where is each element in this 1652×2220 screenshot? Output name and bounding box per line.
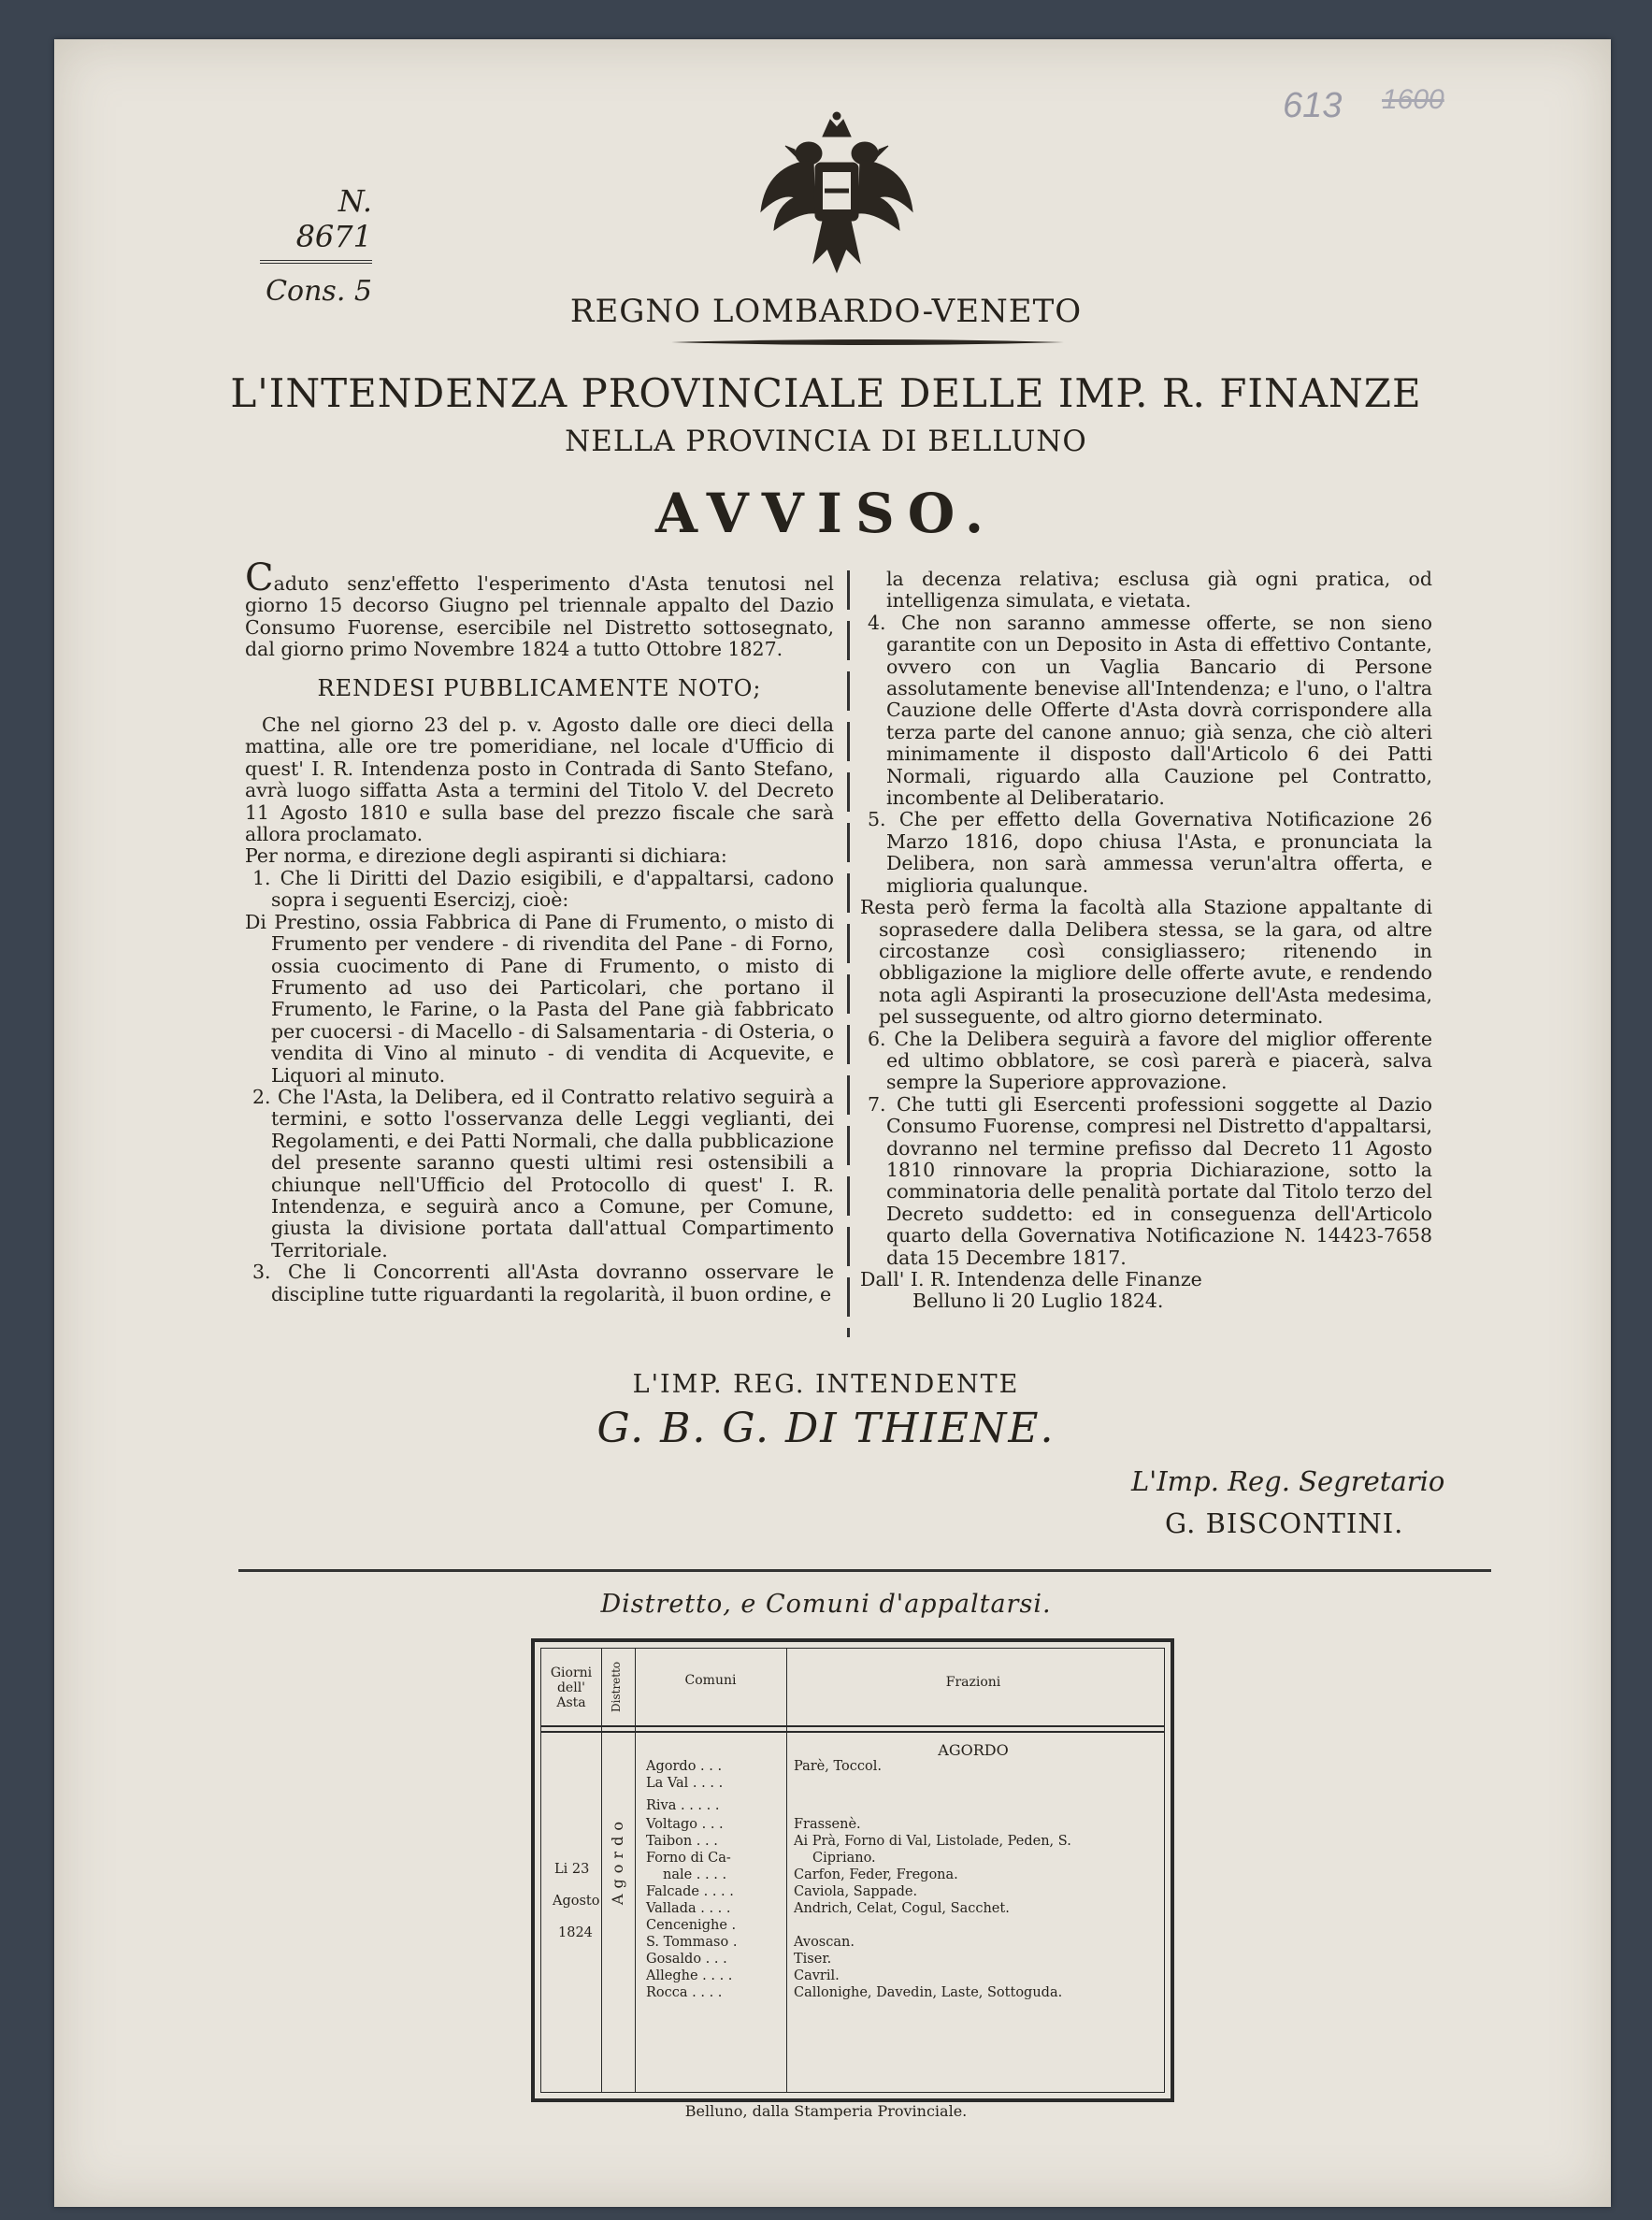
frazioni-cell: Avoscan. (794, 1935, 855, 1950)
signatory-title: L'IMP. REG. INTENDENTE (632, 1370, 1020, 1399)
drop-cap: C (245, 556, 274, 599)
frazioni-cell: Callonighe, Davedin, Laste, Sottoguda. (794, 1985, 1063, 2000)
comune-cell: Agordo . . . (646, 1759, 723, 1774)
comune-cell: Vallada . . . . (646, 1901, 731, 1916)
comune-cell: nale . . . . (663, 1867, 727, 1882)
intro-paragraph (245, 556, 834, 661)
comune-cell: Rocca . . . . (646, 1985, 723, 2000)
article-1: 1. Che li Diritti del Dazio esigibili, e d'appaltarsi, cadono sopra i seguenti Esercizj, cioè: (252, 866, 834, 912)
printer-imprint: Belluno, dalla Stamperia Provinciale. (684, 2102, 968, 2120)
left-column (245, 556, 834, 1305)
cons-number: Cons. 5 (266, 275, 372, 308)
kingdom-title: REGNO LOMBARDO-VENETO (569, 293, 1083, 330)
notice-title: AVVISO. (654, 482, 998, 545)
comune-cell: La Val . . . . (646, 1776, 724, 1791)
table-header-rule (541, 1731, 1164, 1733)
public-notice-heading: RENDESI PUBBLICAMENTE NOTO; (317, 674, 762, 701)
comune-cell: Alleghe . . . . (646, 1968, 733, 1983)
frazioni-cell: Andrich, Celat, Cogul, Sacchet. (794, 1901, 1010, 1916)
date-day: Li 23 (554, 1862, 590, 1877)
district-name: Agordo (609, 1816, 626, 1906)
column-divider (847, 570, 850, 1337)
separator-line (238, 1569, 1491, 1572)
article-3-continued: la decenza relativa; esclusa già ogni pratica, od intelligenza simulata, e vietata. (886, 568, 1432, 613)
article-7: 7. Che tutti gli Esercenti professioni soggette al Dazio Consumo Fuorense, compresi nel Distretto d'appaltarsi, dovranno nel termine prefisso dal Decreto 11 Agosto 1810 rinnovare la propria Dichiarazione, sotto la comminatoria delle penalità portate dal Titolo terzo del Decreto suddetto: ed in conseguenza dell'Articolo quarto della Governativa Notificazione N. 14423-7658 data 15 Decembre 1817. (868, 1092, 1432, 1269)
struck-number: 1600 (1382, 84, 1444, 115)
province-heading: NELLA PROVINCIA DI BELLUNO (565, 425, 1087, 458)
date-month: Agosto (553, 1894, 600, 1909)
header-district: Distretto (610, 1661, 623, 1713)
comune-cell: Riva . . . . . (646, 1798, 720, 1813)
table-header-rule (541, 1725, 1164, 1727)
comune-cell: S. Tommaso . (646, 1935, 738, 1950)
ornamental-rule (671, 339, 1064, 346)
header-frazioni: Frazioni (945, 1675, 1001, 1690)
frazioni-cell: Ai Prà, Forno di Val, Listolade, Peden, S. (794, 1834, 1071, 1849)
frazioni-cell: Tiser. (794, 1952, 832, 1967)
article-3: 3. Che li Concorrenti all'Asta dovranno osservare le discipline tutte riguardanti la regolarità, il buon ordine, e (252, 1261, 834, 1305)
frazioni-cell: Caviola, Sappade. (794, 1884, 918, 1899)
article-5: 5. Che per effetto della Governativa Notificazione 26 Marzo 1816, dopo chiusa l'Asta, e pronunciata la Delibera, non sarà ammessa verun'altra offerta, e miglioria qualunque. (868, 808, 1432, 897)
auction-paragraph: Che nel giorno 23 del p. v. Agosto dalle ore dieci della mattina, alle ore tre pomeridiane, nel locale d'Ufficio di quest' I. R. Intendenza posto in Contrada di Santo Stefano, avrà luogo siffatta Asta a termini del Titolo V. del Decreto 11 Agosto 1810 e sulla base del prezzo fiscale che sarà allora proclamato. (245, 714, 834, 846)
header-comuni: Comuni (684, 1673, 737, 1688)
issue-date: Belluno li 20 Luglio 1824. (912, 1290, 1164, 1313)
article-1-list: Di Prestino, ossia Fabbrica di Pane di Frumento, o misto di Frumento per vendere - di rivendita del Pane - di Forno, ossia cuocimento di Pane di Frumento, o misto di Frumento ad uso dei Particolari, che portano il Frumento, le Farine, o la Pasta del Pane già fabbricato per cuocersi - di Macello - di Salsamentaria - di Osteria, o vendita di Vino al minuto - di vendita di Acquevite, e Liquori al minuto. (245, 910, 834, 1087)
table-caption: Distretto, e Comuni d'appaltarsi. (600, 1590, 1052, 1619)
district-table (531, 1638, 1174, 2102)
frazioni-cell: Carfon, Feder, Fregona. (794, 1867, 958, 1882)
reference-block (260, 183, 372, 308)
issuing-office: Dall' I. R. Intendenza delle Finanze (860, 1268, 1202, 1290)
table-rule (786, 1649, 787, 2092)
frazioni-cell: Cipriano. (812, 1851, 876, 1866)
date-year: 1824 (558, 1925, 593, 1940)
secretary-title: L'Imp. Reg. Segretario (1131, 1465, 1445, 1497)
comune-cell: Gosaldo . . . (646, 1952, 727, 1967)
comune-cell: Voltago . . . (646, 1817, 724, 1832)
frazioni-cell: Parè, Toccol. (794, 1759, 882, 1774)
table-rule (635, 1649, 636, 2092)
article-4: 4. Che non saranno ammesse offerte, se non sieno garantite con un Deposito in Asta di effettivo Contante, ovvero con un Vaglia Bancario di Persone assolutamente benevise all'Intendenza; e l'uno, o l'altra Cauzione delle Offerte d'Asta dovrà corrispondere alla terza parte del canone annuo; già senza, che ciò alteri minimamente il disposto dall'Articolo 6 dei Patti Normali, riguardo alla Cauzione pel Contratto, incombente al Deliberatario. (868, 611, 1432, 810)
right-column (860, 569, 1432, 1313)
frazioni-cell: Cavril. (794, 1968, 840, 1983)
frazioni-cell: Frassenè. (794, 1817, 861, 1832)
table-inner-frame (540, 1648, 1165, 2093)
frazioni-group: AGORDO (938, 1741, 1009, 1759)
intro-text: aduto senz'effetto l'esperimento d'Asta tenutosi nel giorno 15 decorso Giugno pel triennale appalto del Dazio Consumo Fuorense, esercibile nel Distretto sottosegnato, dal giorno primo Novembre 1824 a tutto Ottobre 1827. (245, 572, 834, 661)
comune-cell: Falcade . . . . (646, 1884, 734, 1899)
archive-number: 613 (1283, 86, 1343, 125)
article-2: 2. Che l'Asta, la Delibera, ed il Contratto relativo seguirà a termini, e sotto l'osservanza delle Leggi veglianti, dei Regolamenti, e dei Patti Normali, che dalla pubblicazione del presente saranno questi ultimi resi ostensibili a chiunque nell'Ufficio del Protocollo di quest' I. R. Intendenza, e seguirà anco a Comune, per Comune, giusta la divisione portata dall'attual Compartimento Territoriale. (252, 1085, 834, 1261)
table-rule (601, 1649, 602, 2092)
secretary-name: G. BISCONTINI. (1165, 1507, 1404, 1539)
double-headed-eagle-icon (757, 108, 916, 277)
norms-paragraph: Per norma, e direzione degli aspiranti si dichiara: (245, 844, 727, 868)
header-days: Giorni dell' Asta (550, 1665, 593, 1710)
reservation-paragraph: Resta però ferma la facoltà alla Stazione appaltante di soprasedere dalla Delibera stessa, se la gara, od altre circostanze così consigliassero; ritenendo in obbligazione la migliore delle offerte avute, e rendendo nota agli Aspiranti la prosecuzione dell'Asta medesima, pel susseguente, od altro giorno determinato. (860, 896, 1432, 1029)
article-6: 6. Che la Delibera seguirà a favore del miglior offerente ed ultimo obblatore, se così parerà e piacerà, salva sempre la Superiore approvazione. (868, 1027, 1432, 1094)
comune-cell: Taibon . . . (646, 1834, 718, 1849)
comune-cell: Cencenighe . (646, 1918, 737, 1933)
signatory-name: G. B. G. DI THIENE. (596, 1405, 1056, 1452)
authority-heading: L'INTENDENZA PROVINCIALE DELLE IMP. R. FINANZE (230, 370, 1422, 416)
document-number: N. 8671 (260, 183, 372, 264)
comune-cell: Forno di Ca- (646, 1851, 731, 1866)
